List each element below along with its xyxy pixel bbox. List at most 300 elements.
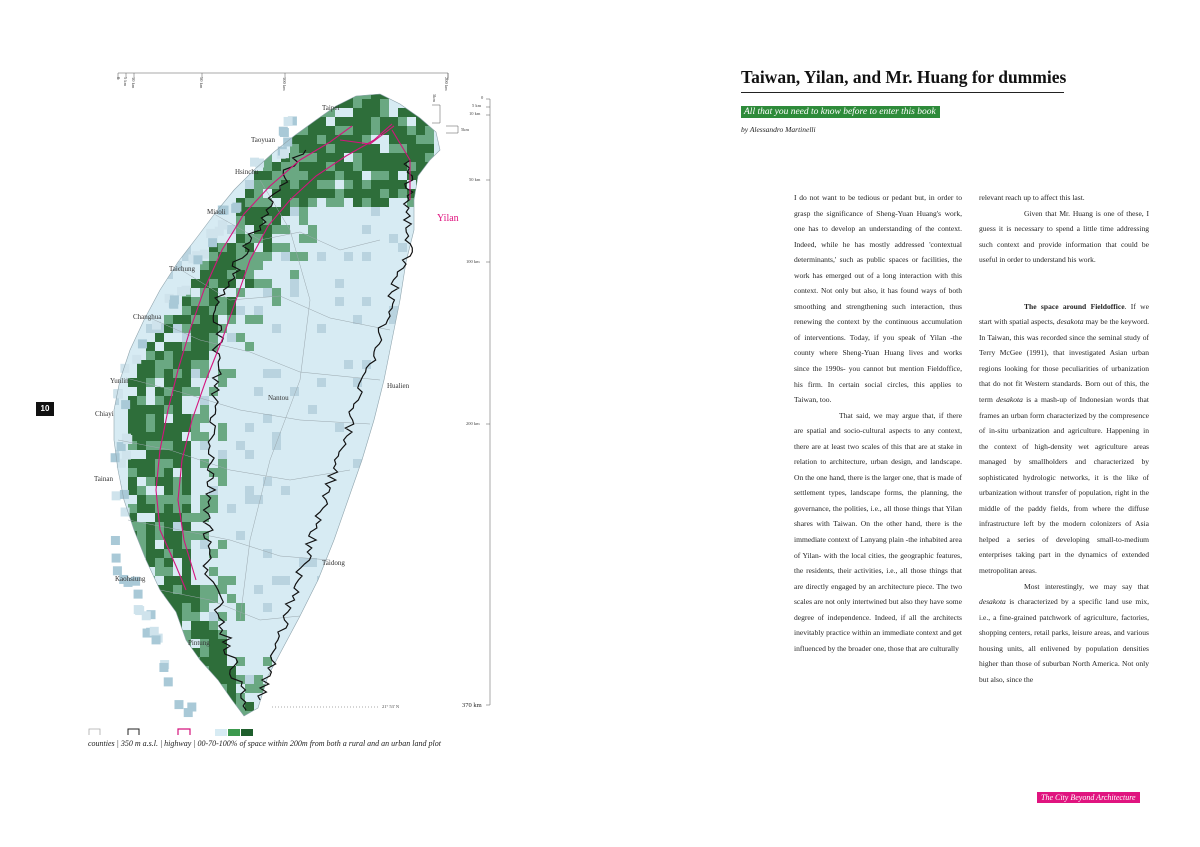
grid-cell [380, 108, 389, 117]
grid-cell [164, 315, 173, 324]
grid-cell [155, 405, 164, 414]
grid-cell [128, 558, 137, 567]
grid-cell [326, 180, 335, 189]
grid-cell [218, 711, 227, 720]
grid-cell [164, 612, 173, 621]
grid-cell [182, 360, 191, 369]
grid-cell [290, 288, 299, 297]
grid-cell [407, 126, 416, 135]
grid-cell [236, 531, 245, 540]
grid-cell [284, 117, 293, 126]
grid-cell [164, 378, 173, 387]
grid-cell [218, 450, 227, 459]
grid-cell [280, 149, 289, 158]
grid-cell [200, 342, 209, 351]
grid-cell [371, 657, 380, 666]
grid-cell [371, 189, 380, 198]
grid-cell [263, 243, 272, 252]
grid-cell [146, 576, 155, 585]
grid-cell [263, 369, 272, 378]
grid-cell [389, 558, 398, 567]
grid-cell [263, 657, 272, 666]
grid-cell [308, 621, 317, 630]
grid-cell [245, 99, 254, 108]
grid-cell [272, 171, 281, 180]
grid-cell [416, 144, 425, 153]
grid-cell [353, 99, 362, 108]
grid-cell [407, 306, 416, 315]
grid-cell [254, 261, 263, 270]
grid-cell [146, 504, 155, 513]
grid-cell [254, 387, 263, 396]
grid-cell [416, 306, 425, 315]
grid-cell [227, 261, 236, 270]
paragraph: relevant reach up to affect this last. [979, 193, 1085, 202]
grid-cell [281, 225, 290, 234]
grid-cell [299, 144, 308, 153]
grid-cell [344, 117, 353, 126]
grid-cell [173, 666, 182, 675]
right-scale-bar [486, 99, 490, 705]
grid-cell [308, 234, 317, 243]
grid-cell [200, 621, 209, 630]
grid-cell [200, 405, 209, 414]
grid-cell [443, 315, 452, 324]
grid-cell [200, 414, 209, 423]
grid-cell [218, 432, 227, 441]
scale-label-50km: 50 km [469, 177, 481, 182]
grid-cell [200, 666, 209, 675]
grid-cell [164, 351, 173, 360]
grid-cell [263, 477, 272, 486]
grid-cell [193, 255, 202, 264]
grid-cell [209, 621, 218, 630]
paragraph: Most interestingly, we may say that desakota is characterized by a specific land use mix, i.e., a fine-grained patchwork of agriculture, factories, shopping centers, retail parks, leisure areas, and various housing units, all enlivened by population densities higher than those of suburban North America. Not only but also, since the [979, 581, 1149, 684]
grid-cell [164, 621, 173, 630]
grid-cell [110, 594, 119, 603]
grid-cell [362, 90, 371, 99]
grid-cell [121, 400, 130, 409]
grid-cell [111, 536, 120, 545]
grid-cell [344, 360, 353, 369]
scale-label-5km-side: 5km [461, 127, 470, 132]
grid-cell [119, 99, 128, 108]
grid-cell [173, 549, 182, 558]
grid-cell [182, 459, 191, 468]
legend-swatch-counties [89, 729, 100, 735]
top-scale-label-5km-b: 5km [432, 94, 437, 103]
grid-cell [255, 159, 264, 168]
grid-cell [173, 108, 182, 117]
grid-cell [200, 540, 209, 549]
grid-cell [218, 279, 227, 288]
grid-cell [182, 585, 191, 594]
grid-cell [335, 171, 344, 180]
grid-cell [173, 342, 182, 351]
grid-cell [182, 286, 191, 295]
grid-cell [173, 594, 182, 603]
city-label-miaoli: Miaoli [207, 208, 226, 216]
grid-cell [416, 261, 425, 270]
grid-cell [155, 387, 164, 396]
grid-cell [155, 360, 164, 369]
grid-clip-group [110, 90, 452, 720]
article-column-1 [794, 190, 962, 656]
grid-cell [443, 666, 452, 675]
grid-cell [263, 171, 272, 180]
grid-cell [290, 171, 299, 180]
grid-cell [137, 531, 146, 540]
grid-cell [380, 603, 389, 612]
grid-cell [173, 675, 182, 684]
grid-cell [371, 144, 380, 153]
grid-cell [191, 594, 200, 603]
map-land-use-grid [110, 90, 452, 720]
grid-cell [164, 648, 173, 657]
grid-cell [425, 108, 434, 117]
grid-cell [209, 675, 218, 684]
grid-cell [137, 414, 146, 423]
grid-cell [371, 108, 380, 117]
grid-cell [281, 189, 290, 198]
grid-cell [317, 378, 326, 387]
grid-cell [200, 630, 209, 639]
grid-cell [191, 387, 200, 396]
page-number: 10 [36, 402, 54, 416]
grid-cell [353, 702, 362, 711]
grid-cell [407, 567, 416, 576]
grid-cell [281, 90, 290, 99]
grid-cell [200, 693, 209, 702]
grid-cell [425, 477, 434, 486]
grid-cell [407, 135, 416, 144]
grid-cell [209, 666, 218, 675]
grid-cell [299, 171, 308, 180]
grid-cell [200, 270, 209, 279]
grid-cell [344, 252, 353, 261]
grid-cell [137, 504, 146, 513]
grid-cell [389, 162, 398, 171]
grid-cell [200, 315, 209, 324]
grid-cell [164, 504, 173, 513]
grid-cell [218, 468, 227, 477]
grid-cell [209, 639, 218, 648]
grid-cell [335, 117, 344, 126]
grid-cell [353, 171, 362, 180]
grid-cell [326, 90, 335, 99]
grid-cell [425, 702, 434, 711]
grid-cell [200, 432, 209, 441]
grid-cell [236, 333, 245, 342]
grid-cell [254, 189, 263, 198]
grid-cell [159, 663, 168, 672]
grid-cell [119, 270, 128, 279]
grid-cell [326, 126, 335, 135]
city-label-changhua: Changhua [133, 313, 162, 321]
grid-cell [299, 207, 308, 216]
grid-cell [317, 90, 326, 99]
grid-cell [173, 414, 182, 423]
grid-cell [335, 423, 344, 432]
grid-cell [218, 270, 227, 279]
grid-cell [164, 360, 173, 369]
grid-cell [114, 389, 123, 398]
grid-cell [299, 126, 308, 135]
small-scale-bracket [432, 105, 440, 123]
grid-cell [182, 486, 191, 495]
grid-cell [254, 495, 263, 504]
grid-cell [182, 369, 191, 378]
grid-cell [164, 432, 173, 441]
grid-cell [308, 99, 317, 108]
grid-cell [209, 693, 218, 702]
grid-cell [272, 297, 281, 306]
grid-cell [344, 180, 353, 189]
grid-cell [119, 180, 128, 189]
grid-cell [299, 135, 308, 144]
grid-cell [146, 369, 155, 378]
grid-cell [200, 702, 209, 711]
paragraph: I do not want to be tedious or pedant but, in order to grasp the significance of Sheng-Yuan Huang's work, one has to develop an understanding of the context. Indeed, while he has mostly addressed 'contextual determinants,' such as public spaces or facilities, the work has emerged out of a long interaction with this context. Not only but also, it has found ways of both smoothing and strengthening such interaction, thus renewing the context by the continuous accumulation of interventions. Today, if you speak of Yilan -the county where Sheng-Yuan Huang lives and works since the 1990s- you cannot but mention Fieldoffice, his firm. In certain social circles, this applies to Taiwan, too. [794, 193, 962, 405]
grid-cell [209, 252, 218, 261]
grid-cell [227, 711, 236, 720]
grid-cell [443, 324, 452, 333]
grid-cell [128, 378, 137, 387]
grid-cell [146, 477, 155, 486]
city-label-yilan: Yilan [437, 213, 459, 224]
grid-cell [290, 180, 299, 189]
grid-cell [398, 117, 407, 126]
grid-cell [137, 441, 146, 450]
grid-cell [371, 153, 380, 162]
grid-cell [236, 675, 245, 684]
grid-cell [200, 306, 209, 315]
grid-cell [164, 468, 173, 477]
grid-cell [119, 693, 128, 702]
grid-cell [335, 279, 344, 288]
grid-cell [218, 666, 227, 675]
grid-cell [227, 594, 236, 603]
grid-cell [362, 612, 371, 621]
grid-cell [209, 657, 218, 666]
grid-cell [164, 630, 173, 639]
grid-cell [281, 252, 290, 261]
grid-cell [173, 531, 182, 540]
city-label-chiayi: Chiayi [95, 410, 114, 418]
city-label-taidong: Taidong [322, 559, 345, 567]
grid-cell [416, 288, 425, 297]
grid-cell [191, 423, 200, 432]
grid-cell [191, 675, 200, 684]
grid-cell [281, 666, 290, 675]
grid-cell [407, 108, 416, 117]
grid-cell [362, 198, 371, 207]
grid-cell [389, 234, 398, 243]
grid-cell [182, 603, 191, 612]
grid-cell [416, 126, 425, 135]
grid-cell [113, 566, 122, 575]
grid-cell [308, 144, 317, 153]
grid-cell [308, 162, 317, 171]
grid-cell [128, 423, 137, 432]
grid-cell [137, 234, 146, 243]
legend-swatches [89, 729, 253, 736]
grid-cell [164, 90, 173, 99]
grid-cell [236, 306, 245, 315]
top-scale-label-0: 0 [116, 77, 121, 80]
grid-cell [218, 702, 227, 711]
grid-cell [353, 108, 362, 117]
grid-cell [146, 549, 155, 558]
grid-cell [326, 144, 335, 153]
grid-cell [398, 189, 407, 198]
grid-cell [137, 423, 146, 432]
grid-cell [263, 549, 272, 558]
grid-cell [317, 126, 326, 135]
grid-cell [128, 486, 137, 495]
grid-cell [146, 594, 155, 603]
grid-cell [245, 684, 254, 693]
grid-cell [434, 477, 443, 486]
grid-cell [173, 459, 182, 468]
grid-cell [137, 432, 146, 441]
grid-cell [155, 549, 164, 558]
grid-cell [290, 279, 299, 288]
grid-cell [218, 221, 227, 230]
grid-cell [407, 144, 416, 153]
grid-cell [380, 198, 389, 207]
grid-cell [164, 342, 173, 351]
grid-cell [326, 171, 335, 180]
grid-cell [218, 684, 227, 693]
paragraph: Given that Mr. Huang is one of these, I guess it is necessary to spend a little time addressing such context and provide information that could be useful in order to understand his work. [979, 208, 1149, 265]
grid-cell [227, 243, 236, 252]
grid-cell [434, 666, 443, 675]
grid-cell [173, 405, 182, 414]
grid-cell [263, 162, 272, 171]
grid-cell [425, 198, 434, 207]
article-column-2 [979, 190, 1149, 687]
grid-cell [173, 432, 182, 441]
grid-cell [138, 339, 147, 348]
grid-cell [182, 495, 191, 504]
grid-cell [218, 693, 227, 702]
grid-cell [146, 459, 155, 468]
grid-cell [200, 324, 209, 333]
grid-cell [218, 576, 227, 585]
grid-cell [389, 135, 398, 144]
grid-cell [245, 342, 254, 351]
grid-cell [335, 198, 344, 207]
grid-cell [434, 279, 443, 288]
grid-cell [344, 135, 353, 144]
grid-cell [128, 549, 137, 558]
grid-cell [173, 639, 182, 648]
small-scale-box [446, 126, 458, 133]
grid-cell [407, 90, 416, 99]
footer-book-title: The City Beyond Architecture [1037, 792, 1140, 803]
grid-cell [164, 567, 173, 576]
grid-cell [110, 693, 119, 702]
grid-cell [128, 522, 137, 531]
grid-cell [170, 295, 179, 304]
grid-cell [272, 666, 281, 675]
grid-cell [209, 270, 218, 279]
grid-cell [164, 603, 173, 612]
grid-cell [191, 333, 200, 342]
grid-cell [245, 198, 254, 207]
grid-cell [389, 189, 398, 198]
grid-cell [335, 666, 344, 675]
city-label-taichung: Taichung [169, 265, 195, 273]
grid-cell [425, 171, 434, 180]
grid-cell [416, 198, 425, 207]
grid-cell [389, 144, 398, 153]
grid-cell [227, 684, 236, 693]
grid-cell [398, 126, 407, 135]
scale-label-0: 0 [481, 95, 484, 100]
grid-cell [245, 315, 254, 324]
grid-cell [425, 144, 434, 153]
grid-cell [182, 153, 191, 162]
grid-cell [182, 522, 191, 531]
grid-cell [245, 495, 254, 504]
grid-cell [299, 234, 308, 243]
legend-swatch-contour [128, 729, 139, 735]
grid-cell [362, 117, 371, 126]
city-label-tainan: Tainan [94, 475, 113, 483]
grid-cell [184, 708, 193, 717]
grid-cell [434, 594, 443, 603]
grid-cell [182, 468, 191, 477]
grid-cell [110, 180, 119, 189]
grid-cell [362, 657, 371, 666]
grid-cell [182, 612, 191, 621]
grid-cell [182, 513, 191, 522]
grid-cell [137, 486, 146, 495]
grid-cell [362, 180, 371, 189]
grid-cell [326, 594, 335, 603]
grid-cell [173, 396, 182, 405]
grid-cell [398, 108, 407, 117]
grid-cell [272, 369, 281, 378]
grid-cell [299, 198, 308, 207]
grid-cell [254, 315, 263, 324]
scale-label-10km: 10 km [469, 111, 481, 116]
grid-cell [173, 540, 182, 549]
grid-cell [362, 297, 371, 306]
grid-cell [182, 504, 191, 513]
grid-cell [227, 90, 236, 99]
grid-cell [155, 468, 164, 477]
grid-cell [173, 657, 182, 666]
grid-cell [137, 468, 146, 477]
grid-cell [353, 153, 362, 162]
grid-cell [218, 657, 227, 666]
grid-cell [191, 684, 200, 693]
grid-cell [254, 207, 263, 216]
grid-cell [434, 486, 443, 495]
grid-cell [407, 684, 416, 693]
grid-cell [308, 135, 317, 144]
grid-cell [299, 216, 308, 225]
grid-cell [362, 252, 371, 261]
grid-cell [209, 630, 218, 639]
legend-swatch-density [215, 729, 227, 736]
grid-cell [299, 162, 308, 171]
grid-cell [164, 522, 173, 531]
grid-cell [200, 333, 209, 342]
